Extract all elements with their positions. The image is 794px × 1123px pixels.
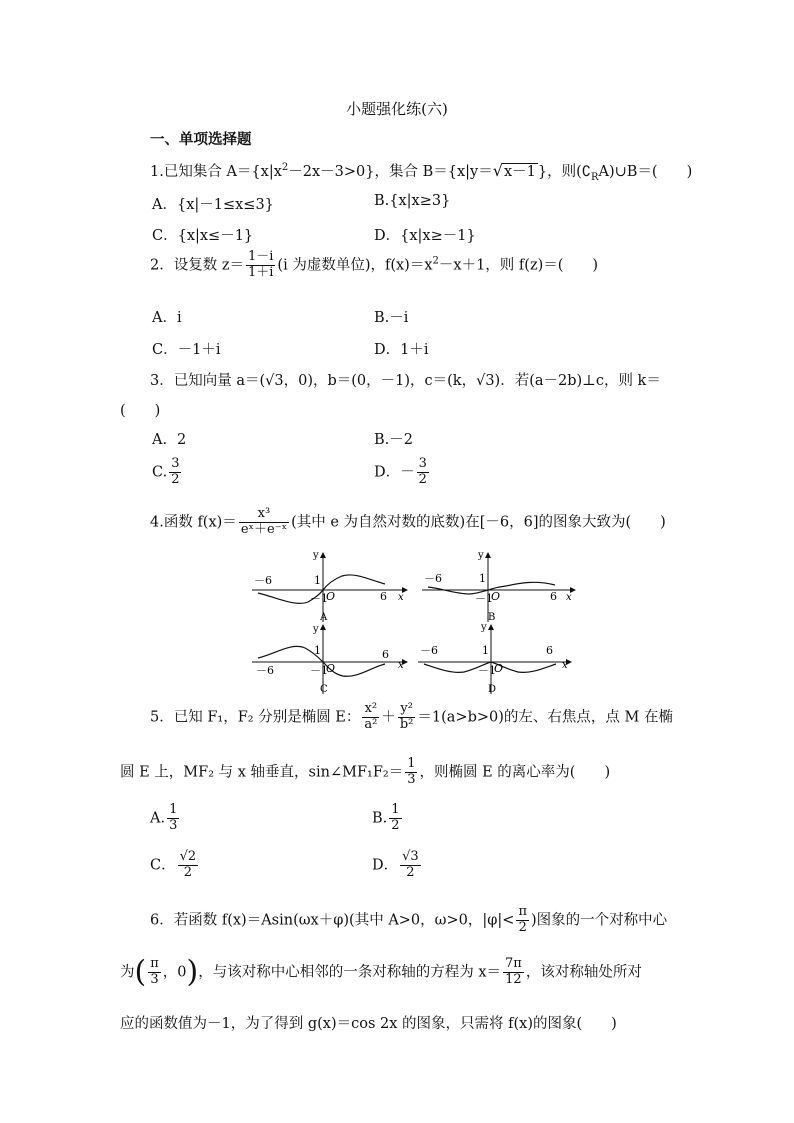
- q5-fx-den: a²: [364, 716, 378, 732]
- q5-fy-den: b²: [399, 716, 414, 732]
- q3-optc-den: 2: [171, 471, 180, 487]
- q6-line-3: 应的函数值为－1，为了得到 g(x)＝cos 2x 的图象，只需将 f(x)的图象( ): [120, 1016, 617, 1032]
- graph-a-tick-neg: －6: [254, 574, 272, 587]
- q3-option-d[interactable]: [374, 457, 431, 488]
- q5-line-1: [150, 702, 673, 733]
- q2-numerator: 1－i: [247, 249, 274, 264]
- q6-line1-den: 2: [518, 919, 527, 935]
- q6-line1-b: )图象的一个对称中心: [530, 912, 668, 929]
- graph-b-x-label: x: [566, 592, 572, 603]
- graph-b[interactable]: [420, 550, 580, 625]
- graph-d[interactable]: [416, 622, 578, 697]
- graph-d-tick-one: 1: [482, 644, 489, 657]
- q5-opta-den: 3: [169, 817, 178, 833]
- graph-d-tick-pos: 6: [546, 644, 553, 657]
- q6-line-1: [150, 905, 667, 936]
- q2-text-d: －x＋1，则 f(z)＝( ): [438, 257, 599, 274]
- q2-option-b[interactable]: B.－i: [374, 310, 409, 326]
- q3-optd-den: 2: [418, 471, 427, 487]
- q6-line2-a: 为: [120, 964, 135, 981]
- q2-sup: 2: [432, 255, 439, 267]
- q5-line2-a: 圆 E 上，MF₂ 与 x 轴垂直，sin∠MF₁F₂＝: [120, 764, 404, 781]
- q4-text-b: (其中 e 为自然对数的底数)在[－6，6]的图象大致为( ): [291, 514, 666, 531]
- graph-b-tick-neg-one: －1: [475, 592, 493, 605]
- q4-denominator: eˣ＋e⁻ˣ: [240, 521, 288, 537]
- q5-option-c[interactable]: [150, 850, 200, 881]
- q6-line2-den: 3: [150, 971, 159, 987]
- q5-option-b[interactable]: [372, 803, 404, 834]
- q1-sqrt: x－1: [503, 164, 536, 180]
- section-heading: 一、单项选择题: [150, 132, 252, 148]
- q5-plus: ＋: [381, 709, 396, 726]
- question-4: [150, 507, 666, 538]
- q5-optd-den: 2: [406, 864, 415, 880]
- question-1: 1.已知集合 $A=\{x|x^2-2x-3>0\}$，集合 B＝{x|y＝√x－1 }，则$(∁_RA)\cup B=$( ): [150, 161, 693, 183]
- q3-line-2: ( ): [120, 403, 161, 419]
- graph-c[interactable]: [250, 622, 410, 697]
- q2-option-a[interactable]: A．i: [152, 310, 182, 326]
- question-2: [150, 250, 598, 281]
- graph-c-tick-one: 1: [314, 644, 321, 657]
- q1-text-e: A)∪B＝( ): [598, 164, 693, 180]
- q5-line-2: [120, 757, 610, 788]
- q1-option-a[interactable]: A．{x|－1≤x≤3}: [152, 197, 274, 213]
- q3-option-c[interactable]: [152, 457, 183, 488]
- q5-line2-num: 1: [407, 756, 416, 771]
- q5-fx-num: x²: [362, 702, 379, 718]
- q5-opta-prefix: A.: [150, 810, 166, 827]
- q5-optd-prefix: D．: [372, 857, 399, 874]
- q5-optb-den: 2: [391, 817, 400, 833]
- graph-a-label: A: [320, 612, 328, 623]
- q5-optd-num: √3: [402, 849, 419, 864]
- graph-a-tick-one: 1: [314, 574, 321, 587]
- graph-d-y-label: y: [481, 622, 487, 633]
- q5-optc-num: √2: [179, 849, 197, 864]
- q5-text-a: 5．已知 F₁，F₂ 分别是椭圆 E：: [150, 709, 361, 726]
- graph-a-x-label: x: [398, 592, 404, 603]
- q1-sup: 2: [281, 162, 289, 174]
- graph-a-y-label: y: [313, 550, 319, 561]
- q3-option-b[interactable]: B.－2: [374, 432, 413, 448]
- q1-text-d: }，则(∁: [537, 164, 591, 180]
- graph-b-tick-neg: －6: [424, 572, 442, 585]
- graph-c-y-label: y: [313, 624, 319, 635]
- graph-d-label: D: [488, 684, 497, 695]
- q3-option-a[interactable]: A．2: [152, 432, 187, 448]
- q3-optc-prefix: C.: [152, 464, 168, 481]
- q5-option-d[interactable]: [372, 850, 423, 881]
- q6-line1-num: π: [518, 904, 527, 919]
- q2-text-a: 2．设复数 z＝: [150, 257, 244, 274]
- q2-fraction: [246, 250, 275, 281]
- graph-c-tick-neg-one: －1: [310, 664, 328, 677]
- q5-fy-num: y²: [398, 702, 416, 718]
- q6-line2-c: ，与该对称中心相邻的一条对称轴的方程为 x＝: [198, 964, 502, 981]
- graph-a[interactable]: [250, 550, 410, 625]
- q3-optd-num: 3: [418, 456, 427, 471]
- q1-sub: R: [590, 171, 599, 183]
- q6-line2-d: ，该对称轴处所对: [525, 964, 642, 981]
- graph-b-tick-one: 1: [479, 572, 486, 585]
- graph-a-origin: O: [326, 590, 336, 603]
- q5-text-b: ＝1(a>b>0)的左、右焦点，点 M 在椭: [417, 709, 673, 726]
- q6-line2-b: ，0: [162, 964, 187, 981]
- graph-d-tick-neg-one: －1: [478, 664, 496, 677]
- graph-d-x-label: x: [562, 660, 568, 671]
- graph-a-tick-pos: 6: [380, 590, 387, 603]
- graph-c-tick-neg: －6: [256, 664, 274, 677]
- q6-line2-num2: 7π: [505, 956, 522, 971]
- graph-d-origin: O: [494, 662, 504, 675]
- q5-optb-prefix: B.: [372, 810, 388, 827]
- q5-line2-b: ，则椭圆 E 的离心率为( ): [419, 764, 611, 781]
- q3-line-1: 3．已知向量 a＝(√3，0)，b＝(0，－1)，c＝(k，√3)．若(a－2b)⊥c，则 k＝: [150, 373, 661, 389]
- q6-line1-a: 6．若函数 f(x)＝Asin(ωx＋φ)(其中 A>0，ω>0，|φ|<: [150, 912, 515, 929]
- q4-numerator: x³: [239, 507, 289, 523]
- q2-option-c[interactable]: C．－1＋i: [152, 342, 221, 358]
- q1-option-b[interactable]: B.{x|x≥3}: [374, 193, 451, 209]
- graph-b-label: B: [488, 612, 496, 623]
- graph-c-origin: O: [326, 662, 336, 675]
- q1-text-c: －2x－3>0}，集合 B＝{x|y＝: [288, 164, 493, 180]
- graph-a-tick-neg-one: －1: [310, 592, 328, 605]
- graph-b-origin: O: [491, 590, 501, 603]
- graph-c-label: C: [320, 684, 328, 695]
- q5-optb-num: 1: [391, 802, 400, 817]
- graph-b-tick-pos: 6: [550, 590, 557, 603]
- graph-c-x-label: x: [398, 660, 404, 671]
- graph-c-tick-pos: 6: [382, 648, 389, 661]
- q6-line2-den2: 12: [505, 971, 522, 987]
- q3-optc-num: 3: [171, 456, 180, 471]
- q5-line2-den: 3: [407, 771, 416, 787]
- q5-optc-prefix: C．: [150, 857, 176, 874]
- q1-option-d[interactable]: D．{x|x≥－1}: [374, 228, 476, 244]
- q4-text-a: 4.函数 f(x)＝: [150, 514, 237, 531]
- q1-option-c[interactable]: C．{x|x≤－1}: [152, 228, 254, 244]
- q5-opta-num: 1: [169, 802, 178, 817]
- q2-text-b: (i 为虚数单位)，f(x)＝x: [277, 257, 433, 274]
- graph-d-tick-neg: －6: [420, 644, 438, 657]
- q5-optc-den: 2: [183, 864, 193, 880]
- q2-option-d[interactable]: D．1＋i: [374, 342, 429, 358]
- q3-optd-prefix: D．－: [374, 464, 415, 481]
- q5-option-a[interactable]: [150, 803, 181, 834]
- page-title: 小题强化练(六): [346, 100, 448, 118]
- q2-denominator: 1＋i: [247, 264, 274, 280]
- graph-b-y-label: y: [478, 550, 484, 561]
- q6-line2-num: π: [150, 956, 159, 971]
- q6-line-2: 为( $\frac{\pi}{3}$ ，0)，与该对称中心相邻的一条对称轴的方程为 x＝ $\frac{7\pi}{12}$ ，该对称轴处所对: [120, 954, 642, 990]
- q1-text-a: 1.已知集合 A＝{x|x: [150, 164, 282, 180]
